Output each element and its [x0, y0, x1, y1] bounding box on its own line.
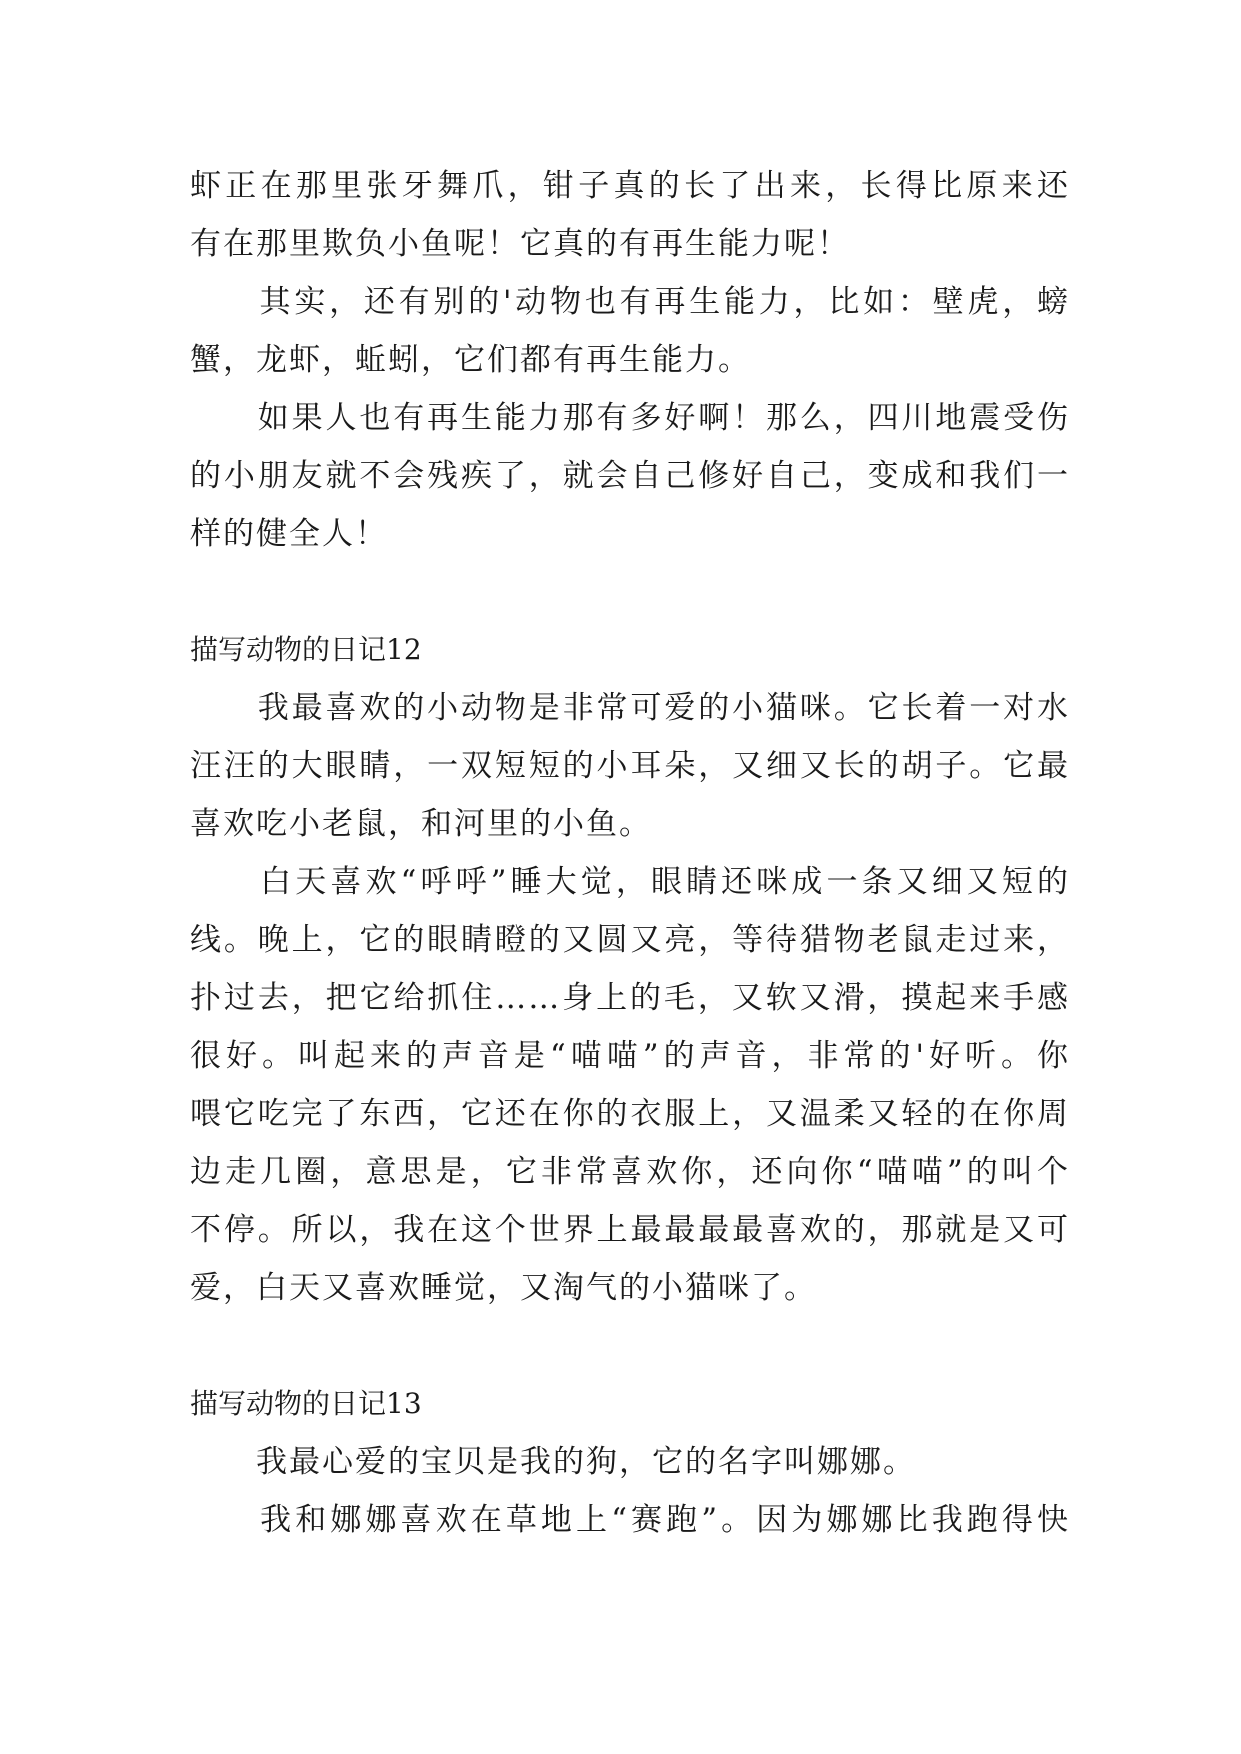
- paragraph: [190, 398, 1070, 438]
- section-heading: 描写动物的日记12: [190, 633, 422, 666]
- text-line: 虾正在那里张牙舞爪，钳子真的长了出来，长得比原来还: [190, 168, 1070, 204]
- text-line: 边走几圈，意思是，它非常喜欢你，还向你“喵喵”的叫个: [190, 1154, 1070, 1190]
- section-heading: 描写动物的日记13: [190, 1387, 422, 1420]
- paragraph: [190, 920, 1070, 960]
- paragraph: [190, 456, 1070, 496]
- text-line: 其实，还有别的'动物也有再生能力，比如：壁虎，螃: [190, 284, 1070, 320]
- paragraph: [190, 166, 1070, 206]
- paragraph: [190, 1094, 1070, 1134]
- text-line: 喜欢吃小老鼠，和河里的小鱼。: [190, 806, 652, 842]
- paragraph: [190, 1268, 1070, 1308]
- paragraph: [190, 1442, 1070, 1482]
- paragraph: [190, 514, 1070, 554]
- paragraph: [190, 1036, 1070, 1076]
- paragraph: [190, 978, 1070, 1018]
- text-line: 的小朋友就不会残疾了，就会自己修好自己，变成和我们一: [190, 458, 1070, 494]
- text-line: 扑过去，把它给抓住……身上的毛，又软又滑，摸起来手感: [190, 980, 1070, 1016]
- paragraph: [190, 862, 1070, 902]
- text-line: 我和娜娜喜欢在草地上“赛跑”。因为娜娜比我跑得快: [190, 1502, 1070, 1538]
- text-line: 我最喜欢的小动物是非常可爱的小猫咪。它长着一对水: [190, 690, 1070, 726]
- paragraph: [190, 282, 1070, 322]
- paragraph: [190, 1500, 1070, 1540]
- text-line: 如果人也有再生能力那有多好啊！那么，四川地震受伤: [190, 400, 1070, 436]
- text-line: 我最心爱的宝贝是我的狗，它的名字叫娜娜。: [190, 1444, 916, 1480]
- text-line: 白天喜欢“呼呼”睡大觉，眼睛还咪成一条又细又短的: [190, 864, 1070, 900]
- paragraph: [190, 224, 1070, 264]
- paragraph: [190, 340, 1070, 380]
- paragraph: [190, 804, 1070, 844]
- text-line: 线。晚上，它的眼睛瞪的又圆又亮，等待猎物老鼠走过来，: [190, 922, 1070, 958]
- paragraph: [190, 1152, 1070, 1192]
- text-line: 汪汪的大眼睛，一双短短的小耳朵，又细又长的胡子。它最: [190, 748, 1070, 784]
- text-line: 爱，白天又喜欢睡觉，又淘气的小猫咪了。: [190, 1270, 817, 1306]
- paragraph: [190, 1210, 1070, 1250]
- paragraph: [190, 688, 1070, 728]
- text-line: 样的健全人！: [190, 516, 388, 552]
- text-line: 有在那里欺负小鱼呢！它真的有再生能力呢！: [190, 226, 850, 262]
- text-line: 不停。所以，我在这个世界上最最最最喜欢的，那就是又可: [190, 1212, 1070, 1248]
- text-line: 喂它吃完了东西，它还在你的衣服上，又温柔又轻的在你周: [190, 1096, 1070, 1132]
- paragraph: [190, 746, 1070, 786]
- text-line: 蟹，龙虾，蚯蚓，它们都有再生能力。: [190, 342, 751, 378]
- text-line: 很好。叫起来的声音是“喵喵”的声音，非常的'好听。你: [190, 1038, 1070, 1074]
